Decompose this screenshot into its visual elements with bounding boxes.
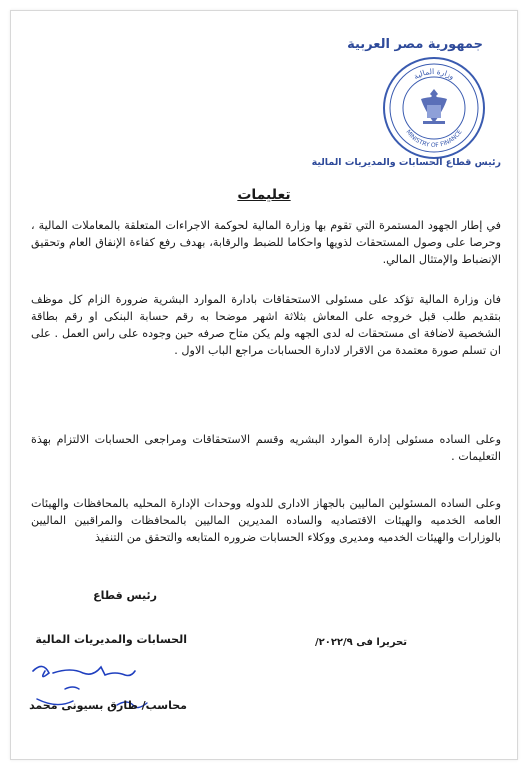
country-name: جمهورية مصر العربية [347, 37, 483, 52]
document-title: تعليمات [237, 187, 291, 203]
seal-english-text: MINISTRY OF FINANCE [404, 128, 464, 150]
signer-name: محاسب/ طارق بسيونى محمد [29, 699, 187, 712]
paragraph-3: وعلى الساده مسئولى إدارة الموارد البشريه وقسم الاستحقاقات ومراجعى الحسابات الالتزام بهذة التعليمات . [31, 433, 501, 463]
document-page [10, 10, 518, 760]
document-date: تحريرا فى ٢٠٢٢/٩/ [314, 637, 407, 648]
signer-title-2: الحسابات والمديريات المالية [35, 633, 187, 646]
paragraph-1: في إطار الجهود المستمرة التي تقوم بها وزارة المالية لحوكمة الاجراءات المتعلقة بالمعاملات المالية ، وحرصا على وصول المستحقات لذويها واحكاما للضبط والرقابة، بهدف رفع كفاءة الإنفاق العام وتحقيق الإنضباط والإمتثال المالي. [31, 219, 501, 266]
ministry-seal [383, 57, 485, 159]
department-name: رئيس قطاع الحسابات والمديريات المالية [311, 157, 501, 168]
paragraph-4: وعلى الساده المسئولين الماليين بالجهاز الادارى للدوله ووحدات الإدارة المحليه بالمحافظات والهيئات العامه الخدميه والهيئات الاقتصاديه والساده المديرين الماليين بالمحافظات والمراقبين الماليين بالوزارات والهيئات الخدميه ومديرى ووكلاء الحسابات ضروره المتابعه والتحقق من التنفيذ [31, 497, 501, 544]
seal-arabic-text: وزارة المالية [412, 66, 456, 82]
signer-title-1: رئيس قطاع [93, 589, 157, 602]
handwritten-signature [25, 659, 165, 729]
paragraph-2: فان وزارة المالية تؤكد على مسئولى الاستحقاقات بادارة الموارد البشرية ضرورة الزام كل موظف بتقديم طلب قبل خروجه على المعاش بثلاثة اشهر موضحا به رقم حسابة البنكى او رقم بطاقة الشخصية لاضافة اى مستحقات له لدى الجهه ولم يكن متاح صرفه حين وجوده على راس العمل . على ان تسلم صورة معتمدة من الاقرار لادارة الحسابات مراجع الباب الاول . [31, 293, 501, 357]
svg-text:وزارة المالية [412, 67, 456, 81]
svg-text:MINISTRY OF FINANCE [404, 129, 463, 150]
